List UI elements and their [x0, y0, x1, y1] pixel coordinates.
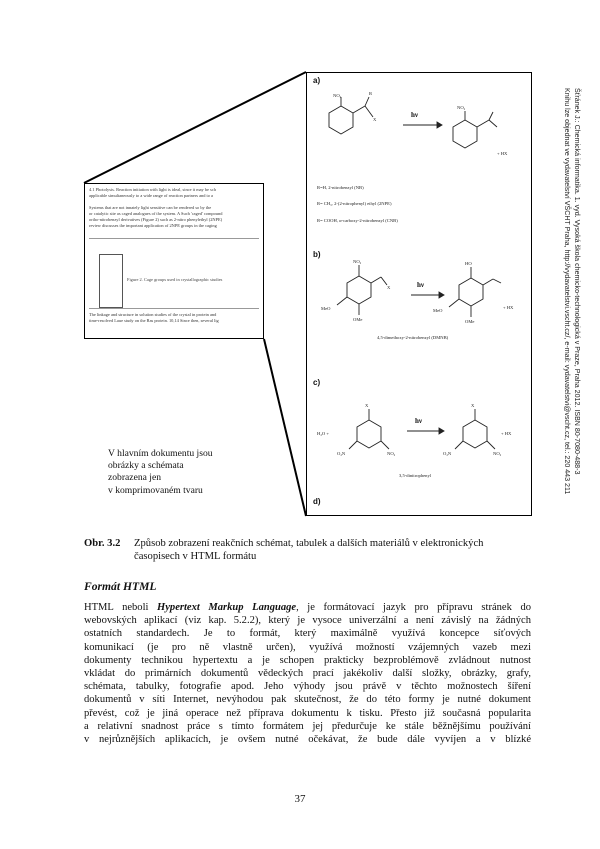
body-line: vkládat do primárních dokumentů vědeckých prací jakékoliv další složky, obrázky, grafy, [84, 667, 531, 679]
chem-label: HO [465, 261, 472, 266]
thumbnail-line: review discusses the important application of 2NPE groups in the caging [89, 223, 217, 228]
figure-note-line: zobrazena jen [108, 472, 161, 484]
thumbnail-image [99, 254, 123, 308]
body-text-run: HTML neboli [84, 602, 158, 613]
hv-label: hν [415, 417, 423, 425]
body-paragraph [84, 601, 531, 746]
scheme-label-c: c) [313, 378, 321, 387]
chem-label: + HX [501, 431, 512, 436]
term-highlight: Hypertext Markup Language [157, 602, 297, 613]
body-line: webovských aplikací (viz kap. 5.2.2), který je vysoce univerzální a není závislý na žádných [84, 615, 531, 627]
chem-label: O₂N [337, 451, 346, 456]
figure-note-line: v komprimovaném tvaru [108, 484, 203, 496]
chem-label: H₂O + [317, 431, 329, 436]
chem-label: NO₂ [457, 105, 466, 110]
reaction-scheme-panel [306, 72, 532, 516]
divider [89, 238, 259, 239]
thumbnail-line: time-resolved Laue study on the Ras protein. 10,14 Since then, several lig [89, 318, 219, 323]
scheme-label-a: a) [313, 76, 321, 85]
chem-label: NO₂ [387, 451, 396, 456]
chem-label: NO₂ [493, 451, 502, 456]
chem-label: R [369, 91, 373, 96]
scheme-label-d: d) [313, 497, 321, 506]
thumbnail-document [84, 183, 264, 339]
chem-label: NO₂ [333, 93, 342, 98]
chem-label: X [373, 117, 377, 122]
body-line: komunikací (je pro ně vlastně určen), využívá možností vzájemných vazeb mezi [84, 641, 531, 653]
body-line: v nejrůznějších aplikacích, je ovšem nutné očekávat, že bude dále vyvíjen a v blízké [84, 733, 531, 745]
thumbnail-line: ortho-nitrobenzyl derivatives (Figure 2) such as 2-nitro phenylethyl (2NPE) [89, 217, 223, 222]
body-line: ostatních standardech. Je to formát, který maximálně využívá koncepce síťových [84, 628, 531, 640]
body-text-run: , je formátovací jazyk pro přípravu stránek do [296, 602, 531, 613]
caption-number: Obr. 3.2 [84, 538, 121, 549]
compound-name: 3,5-dinitrophenyl [399, 473, 432, 478]
compound-name: 4,5-dimethoxy-2-nitrobenzyl (DMNB) [377, 335, 449, 340]
chem-label: OMe [465, 319, 475, 324]
thumbnail-line: The linkage and structure in solution studies of the crystal in protein and [89, 312, 217, 317]
body-line: schémata, tabulky, fotografie apod. Jeho výhody jsou právě v těchto možnostech šíření [84, 681, 531, 693]
thumbnail-bottom [89, 312, 261, 324]
citation-line-2: Knihu lze objednat ve vydavatelství VŠCHT Praha, http://vydavatelstvi.vscht.cz/, e-mail: vydavatelstvi@vscht.cz, tel.: 220 443 211 [563, 88, 571, 495]
thumbnail-caption: Figure 2. Cage groups used in crystallographic studies [127, 277, 223, 282]
divider [89, 308, 259, 309]
body-line: dokumenty technikou hypertextu a je schopen prakticky bezproblémově zvládnout nutnost [84, 654, 531, 666]
figure-note-line: V hlavním dokumentu jsou [108, 448, 213, 459]
figure-note [108, 448, 268, 497]
body-line: převést, což je jiná operace než příprava dokumentu k tisku. Přesto již současná popularita [84, 707, 531, 719]
body-line [84, 601, 531, 614]
reaction-scheme-drawing [307, 73, 531, 515]
chem-label: MeO [321, 306, 331, 311]
thumbnail-line: or catalytic site as caged analogues of the system. A Such 'caged' compound [89, 211, 223, 216]
chem-label: X [365, 403, 369, 408]
caption-text: Způsob zobrazení reakčních schémat, tabulek a dalších materiálů v elektronických časopisech v HTML formátu [134, 538, 484, 562]
chem-label: NO₂ [353, 259, 362, 264]
chem-label: X [471, 403, 475, 408]
body-line: dokumentů v síti Internet, nevýhodou pak skutečnost, že do této formy je nutné dokument [84, 694, 531, 706]
scheme-label-b: b) [313, 250, 321, 259]
figure-note-line: obrázky a schémata [108, 460, 184, 472]
thumbnail-line: applicable simultaneously to a wide range of reaction partners and to a [89, 193, 213, 198]
chem-label: + HX [503, 305, 514, 310]
hv-label: hν [411, 111, 419, 119]
chem-label: + HX [497, 151, 508, 156]
citation-line-1: Šťránek J.: Chemická informatika. 1. vyd. Vysoká škola chemicko-technologická v Praze, Praha 2012. ISBN 80-7080-488-3 [573, 88, 581, 475]
thumbnail-line: 4.1 Photolysis. Reaction initiation with light is ideal, since it may be sch [89, 187, 216, 192]
thumbnail-line: Systems that are not innately light sensitive can be rendered so by the [89, 205, 212, 210]
chem-label: MeO [433, 308, 443, 313]
chem-label: O₂N [443, 451, 452, 456]
body-line: a relativní snadnost práce s tímto formátem jej předurčuje ke stále běžnějšímu používání [84, 720, 531, 732]
r-definition: R= CH₃, 2-(2-nitrophenyl) ethyl (2NPE) [317, 201, 392, 206]
r-definition: R=H, 2-nitrobenzyl (NB) [317, 185, 364, 190]
chem-label: OMe [353, 317, 363, 322]
hv-label: hν [417, 281, 425, 289]
section-heading: Formát HTML [84, 580, 157, 593]
r-definition: R= COOH, α-carboxy-2-nitrobenzyl (CNB) [317, 218, 398, 223]
page-number: 37 [294, 793, 306, 805]
chem-label: X [387, 285, 391, 290]
